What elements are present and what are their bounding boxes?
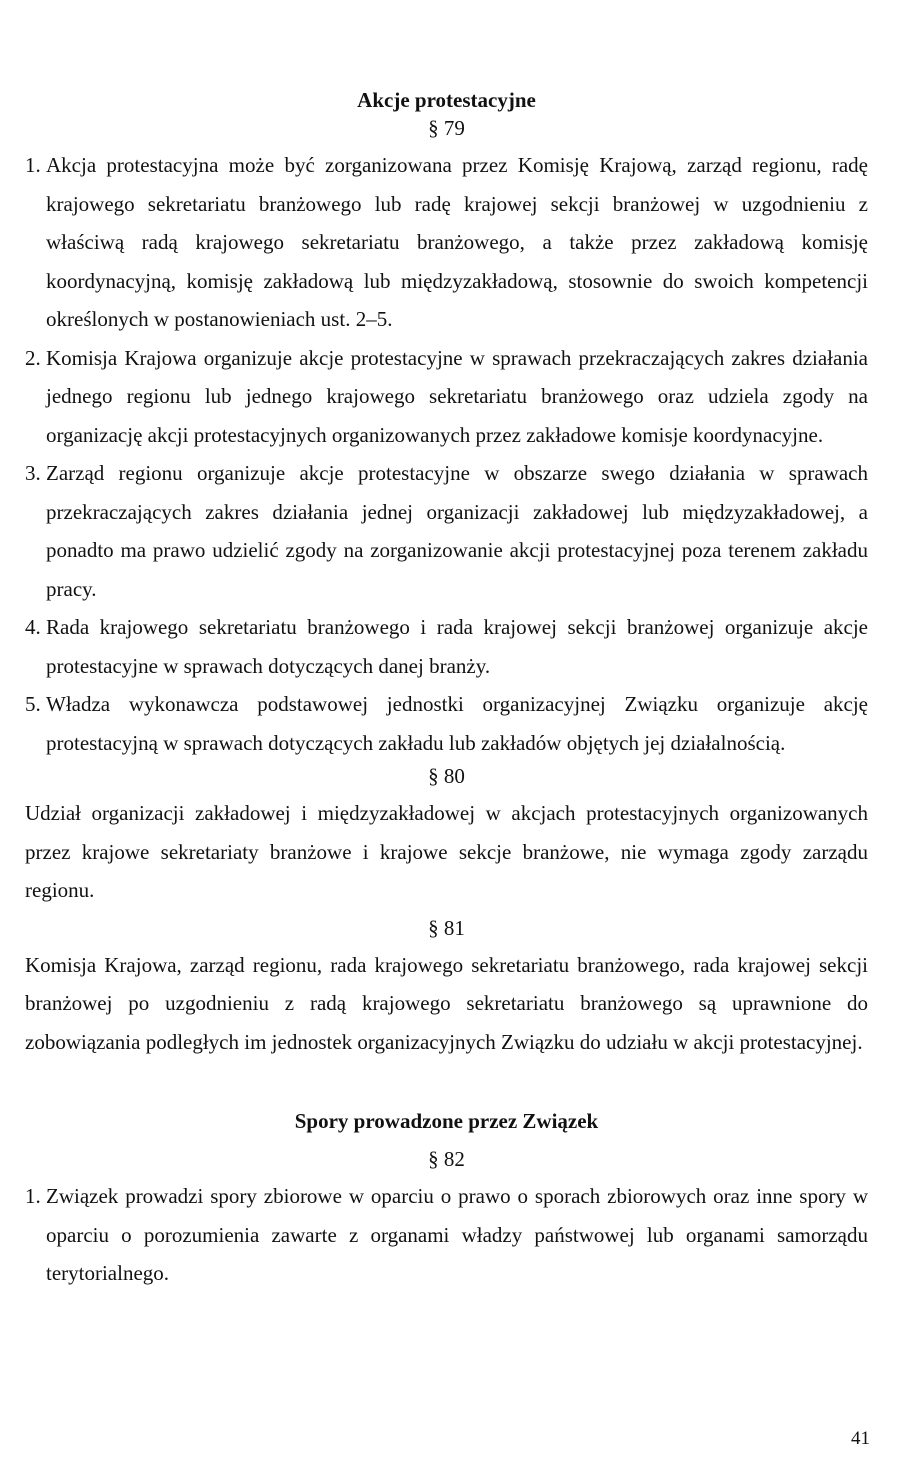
list-item (25, 608, 868, 685)
item-text: Związek prowadzi spory zbiorowe w oparciu o prawo o sporach zbiorowych oraz inne spory w oparciu o porozumienia zawarte z organami władzy państwowej lub organami samorządu terytorialnego. (46, 1184, 868, 1285)
list-item (25, 146, 868, 339)
section-heading-protest-actions: Akcje protestacyjne (357, 88, 536, 112)
paragraph-number-82: § 82 (428, 1147, 465, 1171)
paragraph-79-list (25, 146, 868, 762)
item-number: 5. (25, 692, 41, 716)
item-number: 1. (25, 1184, 41, 1208)
item-number: 4. (25, 615, 41, 639)
item-text: Akcja protestacyjna może być zorganizowana przez Komisję Krajową, zarząd regionu, radę krajowego sekretariatu branżowego lub radę krajowej sekcji branżowej w uzgodnieniu z właściwą radą krajowego sekretariatu branżowego, a także przez zakładową komisję koordynacyjną, komisję zakładową lub międzyzakładową, stosownie do swoich kompetencji określonych w postanowieniach ust. 2–5. (46, 153, 868, 331)
paragraph-number-80: § 80 (428, 764, 465, 788)
item-number: 3. (25, 461, 41, 485)
document-page (25, 86, 868, 1293)
paragraph-number-81: § 81 (428, 915, 465, 940)
paragraph-number-79: § 79 (428, 116, 465, 140)
item-text: Władza wykonawcza podstawowej jednostki organizacyjnej Związku organizuje akcję protestacyjną w sprawach dotyczących zakładu lub zakładów objętych jej działalnością. (46, 692, 868, 755)
page-number: 41 (851, 1428, 870, 1449)
list-item (25, 685, 868, 762)
item-text: Komisja Krajowa organizuje akcje protestacyjne w sprawach przekraczających zakres działania jednego regionu lub jednego krajowego sekretariatu branżowego oraz udziela zgody na organizację akcji protestacyjnych organizowanych przez zakładowe komisje koordynacyjne. (46, 345, 868, 447)
item-number: 1. (25, 153, 41, 177)
section-heading-disputes: Spory prowadzone przez Związek (294, 1109, 599, 1133)
item-text: Rada krajowego sekretariatu branżowego i rada krajowej sekcji branżowej organizuje akcje protestacyjne w sprawach dotyczących danej branży. (46, 615, 868, 678)
list-item (25, 339, 868, 455)
paragraph-81-text: Komisja Krajowa, zarząd regionu, rada krajowego sekretariatu branżowego, rada krajowej sekcji branżowej po uzgodnieniu z radą krajowego sekretariatu branżowego są uprawnione do zobowiązania podległych im jednostek organizacyjnych Związku do udziału w akcji protestacyjnej. (25, 952, 868, 1054)
paragraph-82-list (25, 1177, 868, 1293)
paragraph-80-text: Udział organizacji zakładowej i międzyzakładowej w akcjach protestacyjnych organizowanych przez krajowe sekretariaty branżowe i krajowe sekcje branżowe, nie wymaga zgody zarządu regionu. (25, 801, 868, 902)
section-spacer (25, 1061, 868, 1099)
item-text: Zarząd regionu organizuje akcje protestacyjne w obszarze swego działania w sprawach przekraczających zakres działania jednej organizacji zakładowej lub międzyzakładowej, a ponadto ma prawo udzielić zgody na zorganizowanie akcji protestacyjnej poza terenem zakładu pracy. (46, 461, 868, 601)
list-item (25, 454, 868, 608)
item-number: 2. (25, 345, 41, 370)
list-item (25, 1177, 868, 1293)
